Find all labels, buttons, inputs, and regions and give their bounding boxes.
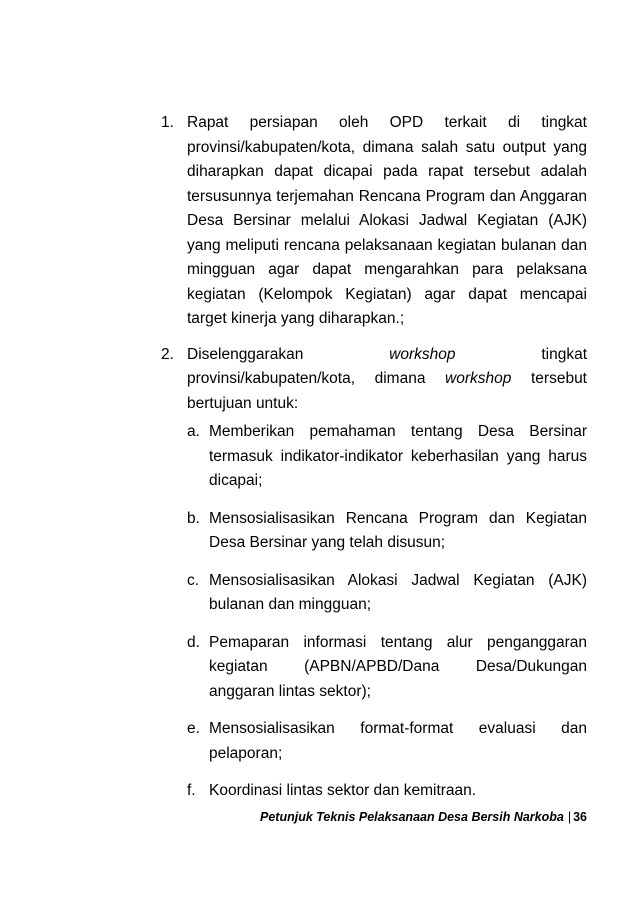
footer-title: Petunjuk Teknis Pelaksanaan Desa Bersih Narkoba [260, 810, 564, 824]
list-item-text: Rapat persiapan oleh OPD terkait di tingkat provinsi/kabupaten/kota, dimana salah satu output yang diharapkan dapat dicapai pada rapat tersebut adalah tersusunnya terjemahan Rencana Program dan Anggaran Desa Bersinar melalui Alokasi Jadwal Kegiatan (AJK) yang meliputi rencana pelaksanaan kegiatan bulanan dan mingguan agar dapat mengarahkan para pelaksana kegiatan (Kelompok Kegiatan) agar dapat mencapai target kinerja yang diharapkan.; [187, 114, 587, 327]
sub-list-item-f [187, 779, 587, 804]
sub-list [187, 420, 587, 804]
sub-list-item-a [187, 420, 587, 494]
sub-list-text: Mensosialisasikan Alokasi Jadwal Kegiatan (AJK) bulanan dan mingguan; [209, 571, 587, 613]
sub-list-letter: c. [187, 571, 200, 589]
page-content [161, 111, 587, 817]
list-item-2 [161, 343, 587, 804]
sub-list-item-b [187, 507, 587, 556]
sub-list-item-c [187, 569, 587, 618]
footer-separator: | [567, 810, 572, 824]
sub-list-text: Koordinasi lintas sektor dan kemitraan. [209, 782, 477, 799]
sub-list-letter: a. [187, 423, 200, 440]
list-item-1 [161, 111, 587, 332]
text-segment: tingkat provinsi/kabupaten/kota, dimana [187, 345, 587, 387]
sub-list-text: Mensosialisasikan format-format evaluasi dan pelaporan; [209, 720, 587, 762]
italic-term: workshop [389, 345, 456, 363]
list-item-text [187, 343, 587, 417]
sub-list-item-e [187, 717, 587, 766]
sub-list-letter: d. [187, 633, 200, 651]
page-number: 36 [573, 810, 587, 824]
sub-list-letter: f. [187, 782, 196, 799]
sub-list-text: Pemaparan informasi tentang alur penganggaran kegiatan (APBN/APBD/Dana Desa/Dukungan anggaran lintas sektor); [209, 633, 587, 700]
sub-list-letter: b. [187, 509, 200, 527]
sub-list-text: Memberikan pemahaman tentang Desa Bersinar termasuk indikator-indikator keberhasilan yang harus dicapai; [209, 423, 587, 489]
sub-list-item-d [187, 631, 587, 705]
sub-list-letter: e. [187, 720, 200, 737]
sub-list-text: Mensosialisasikan Rencana Program dan Kegiatan Desa Bersinar yang telah disusun; [209, 509, 587, 551]
italic-term: workshop [445, 370, 512, 387]
list-number: 2. [161, 345, 174, 363]
list-number: 1. [161, 114, 174, 131]
page-footer [0, 808, 587, 826]
text-segment: tersebut bertujuan untuk: [187, 370, 587, 412]
text-segment: Diselenggarakan [187, 345, 304, 363]
